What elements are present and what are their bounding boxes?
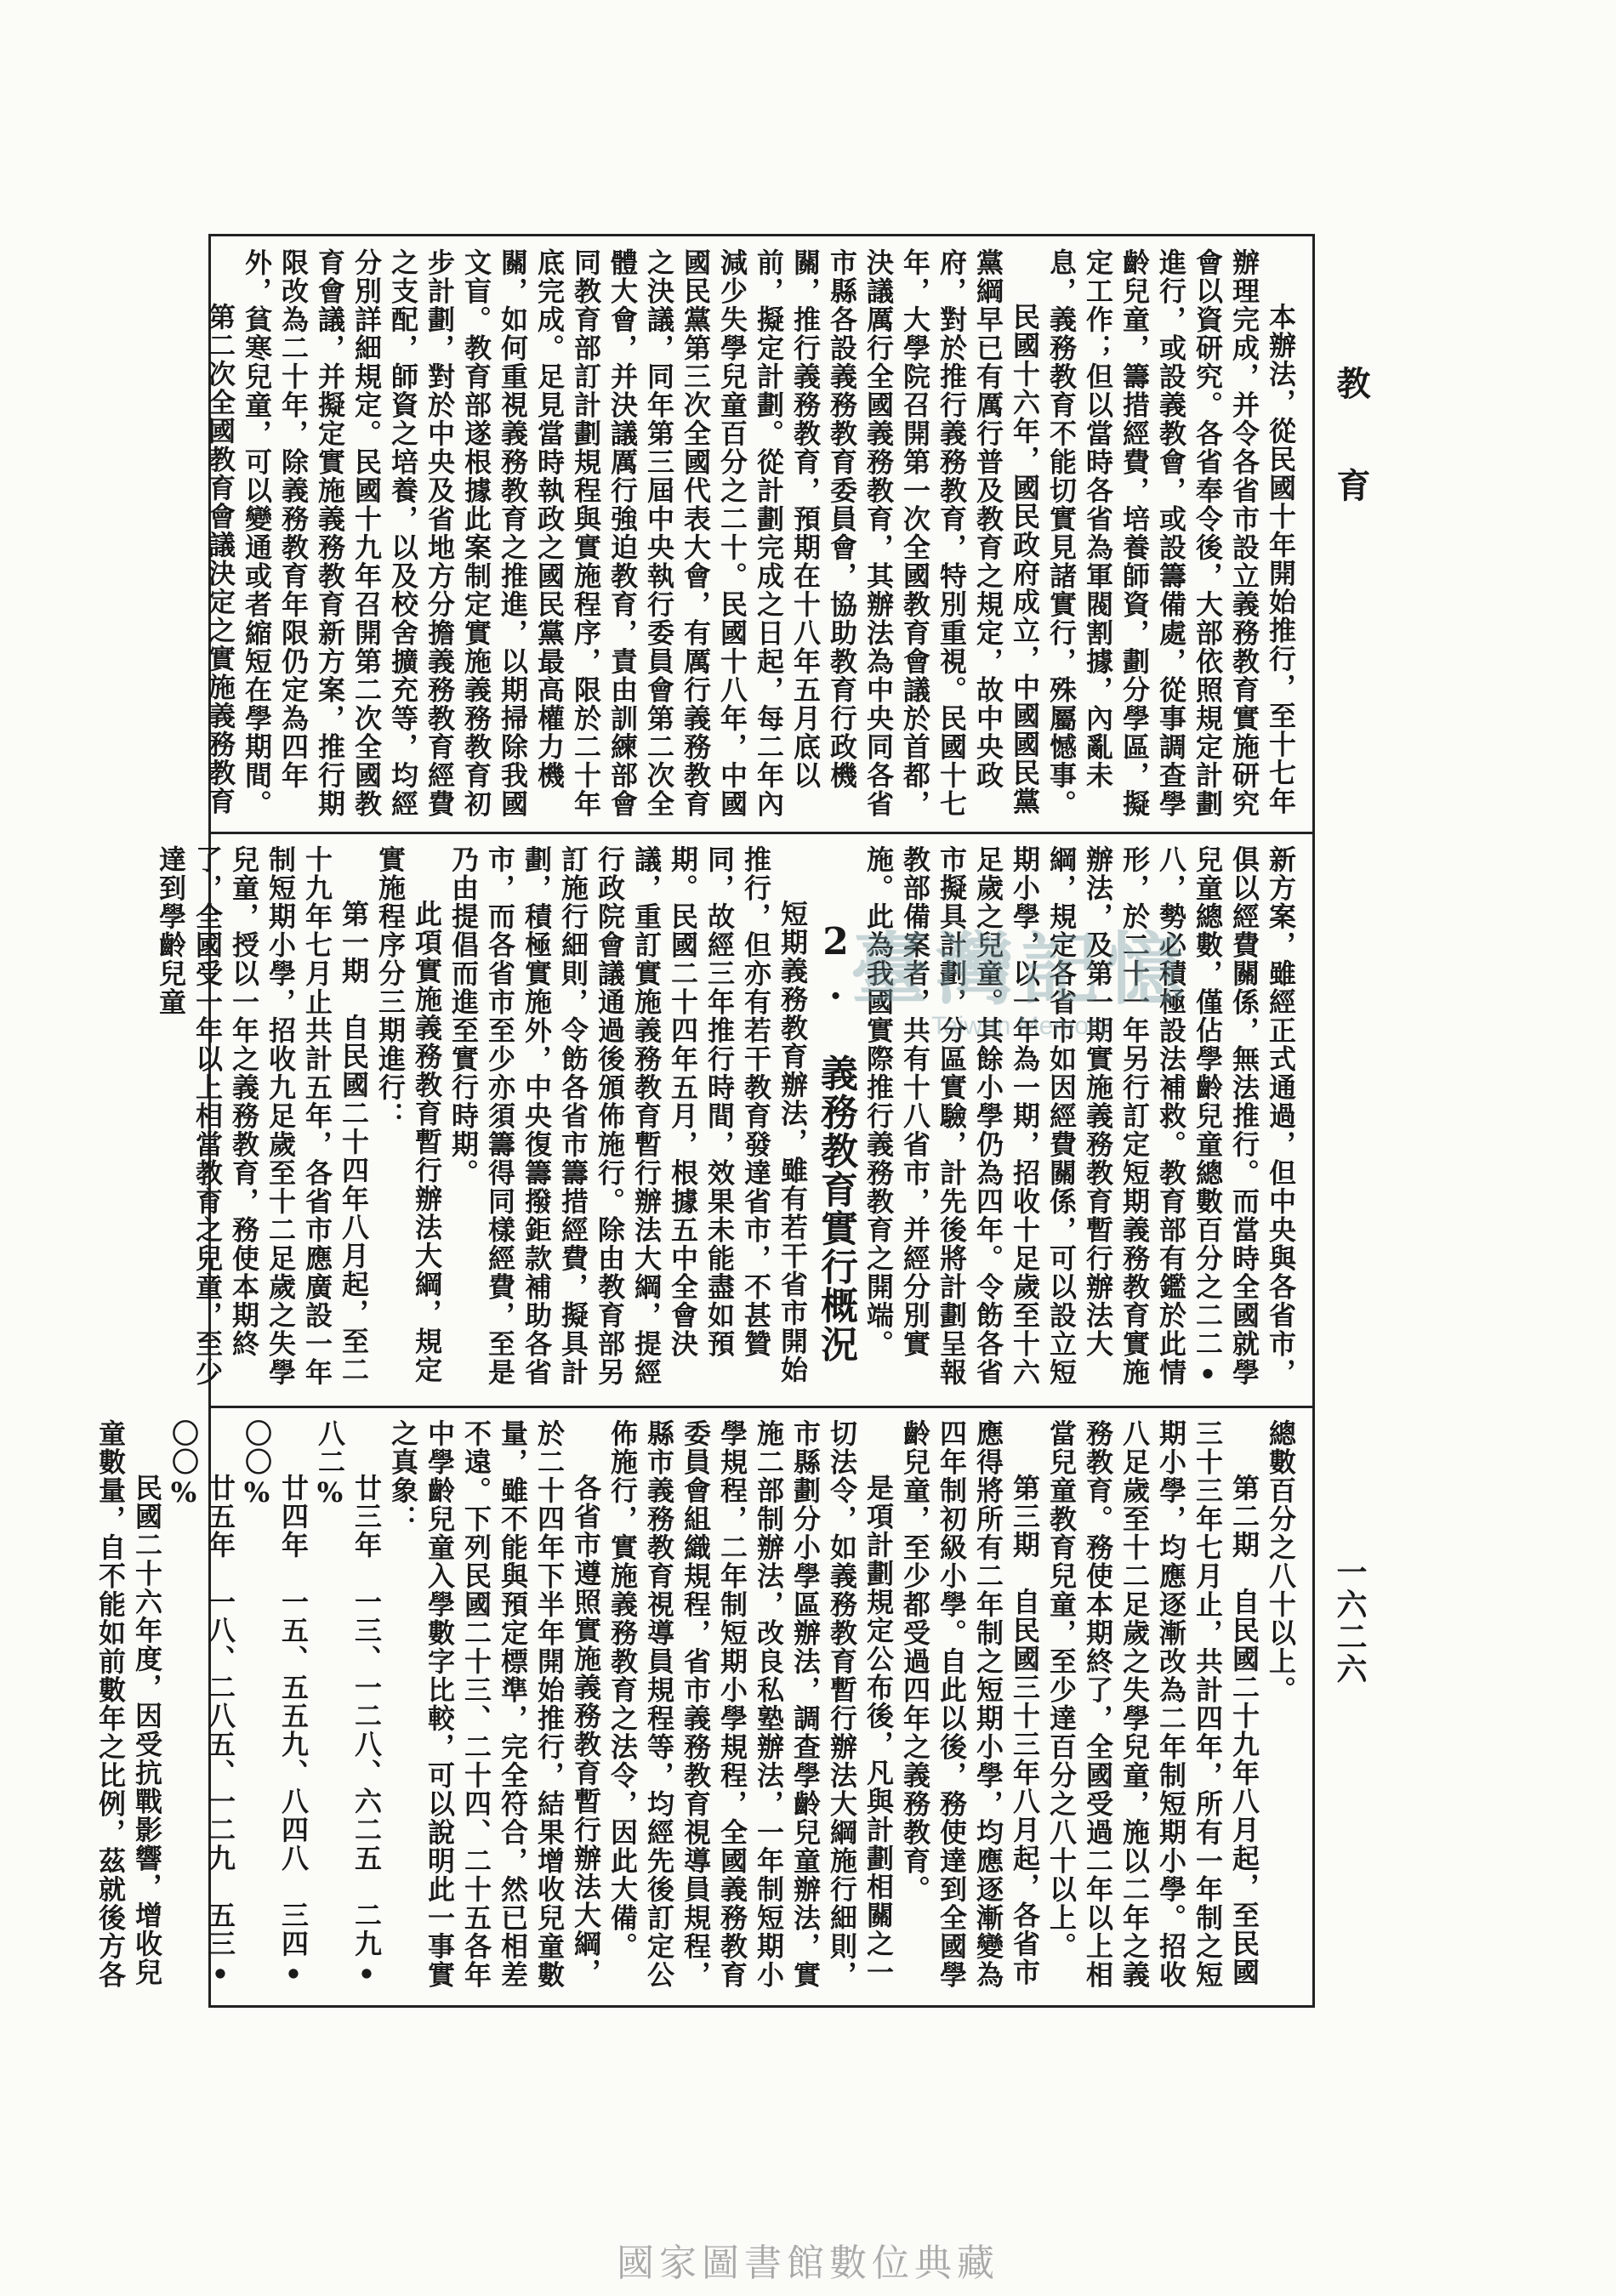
paragraph: 此項實施義務教育暫行辦法大綱，規定實施程序分三期進行：: [374, 845, 443, 1384]
paragraph: 第三期 自民國三十三年八月起，各省市應得將所有二年制之短期小學，均應逐漸變為四年制初級小學。自此以後，務使達到全國學齡兒童，至少都受過四年之義務教育。: [899, 1419, 1041, 1989]
text-section-top: [204, 248, 1299, 820]
page-number: 一六二六: [1332, 1556, 1368, 1685]
statistics-row: 廿五年 一八、二八五、一二九 五三•〇〇%: [168, 1419, 236, 1992]
page-frame: [94, 234, 1315, 2008]
paragraph: 總數百分之八十以上。: [1265, 1419, 1297, 1704]
paragraph: 短期義務教育辦法，雖有若干省市開始推行，但亦有若干教育發達省市，不甚贊同，故經三年推行時間，效果未能盡如預期。民國二十四年五月，根據五中全會決議，重訂實施義務教育暫行辦法大綱，提經行政院會議通過後頒佈施行。除由教育部另訂施行細則，令飭各省市籌措經費，擬具計劃，積極實施外，中央復籌撥鉅款補助各省市，而各省市至少亦須籌得同樣經費，至是乃由提倡而進至實行時期。: [447, 845, 809, 1387]
paragraph: 第二次全國教育會議決定之實施義務教育: [204, 303, 236, 816]
paragraph: 是項計劃規定公布後，凡與計劃相關之一切法令，如義務教育暫行辦法大綱施行細則，市縣劃分小學區辦法，調查學齡兒童辦法，實施二部制辦法，改良私塾辦法，一年制短期小學規程，二年制短期小學規程，全國義務教育委員會組織規程，省市義務教育視導員規程，縣市義務教育視導員規程等，均經先後訂定公佈施行，實施義務教育之法令，因此大備。: [606, 1419, 895, 1989]
paragraph: 各省市遵照實施義務教育暫行辦法大綱，於二十四年下半年開始推行，結果增收兒童數量，雖不能與預定標準，完全符合，然已相差不遠。下列民國二十三、二十四、二十五各年中學齡兒童入學數字比較，可以說明此一事實之真象：: [387, 1419, 602, 1989]
paragraph: 民國二十六年度，因受抗戰影響，增收兒童數量，自不能如前數年之比例，茲就後方各: [94, 1419, 163, 1989]
watermark: [817, 924, 1225, 1041]
vertical-text-block: [94, 1419, 1299, 1994]
paragraph: 民國十六年，國民政府成立，中國國民黨黨綱早已有厲行普及教育之規定，故中央政府，對於推行義務教育，特別重視。民國十七年，大學院召開第一次全國教育會議於首都，決議厲行全國義務教育，其辦法為中央同各省市縣各設義務教育委員會，協助教育行政機關，推行義務教育，預期在十八年五月底以前，擬定計劃。從計劃完成之日起，每二年內減少失學兒童百分之二十。民國十八年，中國國民黨第三次全國代表大會，有厲行義務教育之決議，同年第三屆中央執行委員會第二次全體大會，并決議厲行強迫教育，責由訓練部會同教育部訂計劃規程與實施程序，限於二十年底完成。足見當時執政之國民黨最高權力機關，如何重視義務教育之推進，以期掃除我國文盲。教育部遂根據此案制定實施義務教育初步計劃，對於中央及省地方分擔義務教育經費之支配，師資之培養，以及校舍擴充等，均經分別詳細規定。民國十九年召開第二次全國教育會議，并擬定實施義務教育新方案，推行期限改為二十年，除義務教育年限仍定為四年外，貧寒兒童，可以變通或者縮短在學期間。: [241, 248, 1041, 818]
section-divider: [211, 832, 1312, 834]
statistics-row: 廿四年 一五、五五九、八四八 三四•〇〇%: [241, 1419, 310, 1992]
paragraph: 本辦法，從民國十年開始推行，至十七年辦理完成，并令各省市設立義務教育實施研究會以資研究。各省奉令後，大部依照規定計劃進行，或設義教會，或設籌備處，從事調查學齡兒童，籌措經費，培養師資，劃分學區，擬定工作；但以當時各省為軍閥割據，內亂未息，義務教育不能切實見諸實行，殊屬憾事。: [1045, 248, 1297, 818]
text-section-bottom: [94, 1419, 1299, 1994]
running-head: 教育: [1331, 366, 1371, 570]
paragraph: 第二期 自民國二十九年八月起，至民國三十三年七月止，共計四年，所有一年制之短期小學，均應逐漸改為二年制短期小學。招收八足歲至十二足歲之失學兒童，施以二年之義務教育。務使本期終了，全國受過二年以上相當兒童教育兒童，至少達百分之八十以上。: [1045, 1419, 1260, 1989]
footer-credit: 國家圖書館數位典藏: [617, 2242, 999, 2285]
paragraph: 第一期 自民國二十四年八月起，至二十九年七月止共計五年，各省市應廣設一年制短期小學，招收九足歲至十二足歲之失學兒童，授以一年之義務教育，務使本期終了，全國受一年以上相當教育之兒童，至少達到學齡兒童: [155, 845, 370, 1387]
watermark-text: 臺灣記憶: [850, 924, 1191, 1015]
statistics-row: 廿三年 一三、一二八、六二五 二九•八二%: [314, 1419, 383, 1992]
section-heading: 2. 義務教育實行概況: [814, 920, 857, 1364]
watermark-subtext: Taiwan Memory: [930, 1012, 1111, 1040]
paragraph: 新方案，雖經正式通過，但中央與各省市，俱以經費關係，無法推行。而當時全國就學兒童總數，僅佔學齡兒童總數百分之二二•八，勢必積極設法補救。教育部有鑑於此情形，於二十一年另行訂定短期義務教育實施辦法，及第一期實施義務教育暫行辦法大綱，規定各省市如因經費關係，可以設立短期小學，以一年為一期，招收十足歲至十六足歲之兒童。其餘小學仍為四年。令飭各省市擬具計劃，分區實驗，計先後將計劃呈報教部備案者，共有十八省市，并經分別實施。此為我國實際推行義務教育之開端。: [862, 845, 1297, 1392]
vertical-text-block: [204, 248, 1299, 820]
section-divider: [211, 1406, 1312, 1408]
